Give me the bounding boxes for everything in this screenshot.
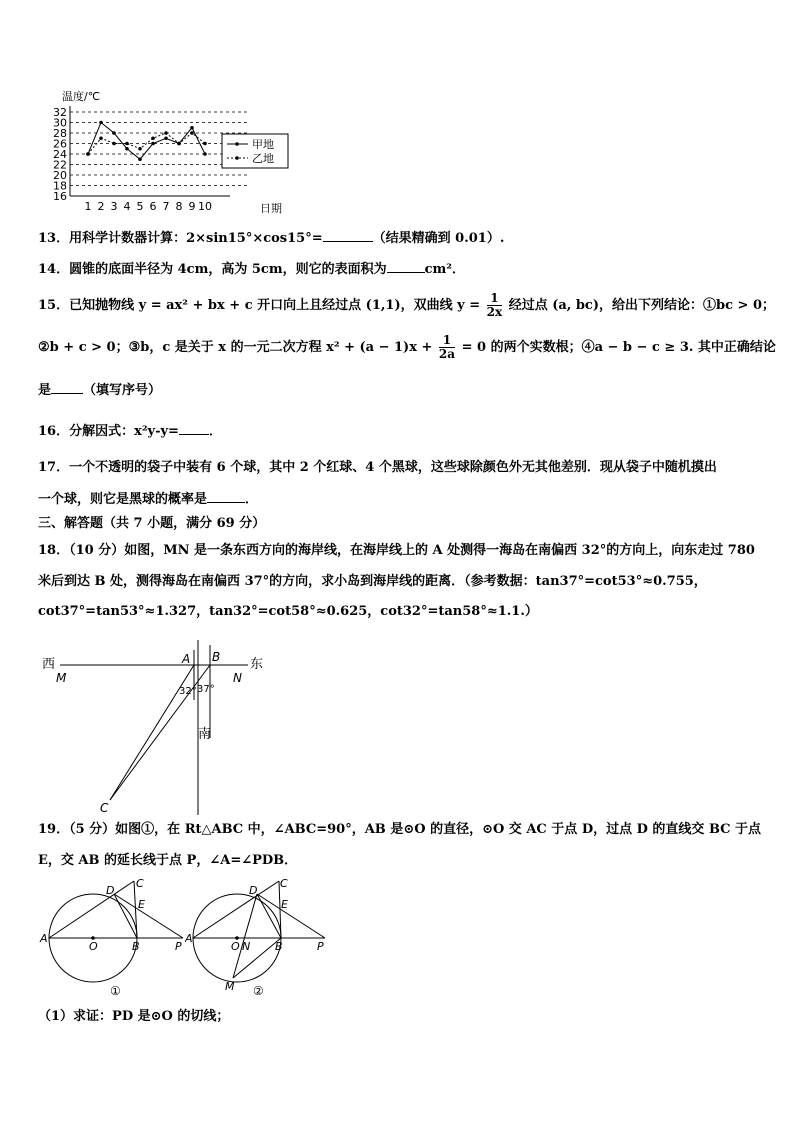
question-13: 13．用科学计数器计算：2×sin15°×cos15°= （结果精确到 0.01）. (38, 231, 505, 246)
legend-label: 乙地 (252, 152, 274, 165)
question-15-line-1: 15．已知抛物线 y = ax² + bx + c 开口向上且经过点 (1,1)，双曲线 y = $\frac{1}{2x}$ 经过点 (a, bc)，给出下列结论：①bc > 0； (38, 291, 775, 319)
question-15-line-2: ②b + c > 0；③b，c 是关于 x 的一元二次方程 x² + (a − 1)x + $\frac{1}{2a}$ = 0 的两个实数根；④a − b − c ≥ 3. 其中正确结论 (38, 333, 776, 361)
question-16: 16．分解因式：x²y-y= ． (38, 424, 222, 439)
question-19-line-1: 19．（5 分）如图①，在 Rt△ABC 中，∠ABC=90°，AB 是⊙O 的直径，⊙O 交 AC 于点 D，过点 D 的直线交 BC 于点 (38, 822, 762, 837)
y-tick-label: 28 (53, 127, 67, 140)
series-line-jia (88, 123, 205, 160)
label-a: A (40, 932, 48, 945)
y-tick-label: 20 (53, 169, 67, 182)
data-point (138, 157, 142, 161)
x-tick-label: 6 (149, 200, 157, 213)
label-o: O (231, 940, 240, 953)
legend-marker (235, 142, 239, 146)
label-p: P (175, 940, 182, 953)
question-15-line-3: 是 （填写序号） (38, 383, 162, 398)
label-d: D (106, 884, 115, 897)
answer-blank (387, 260, 425, 273)
label-b: B (275, 940, 283, 953)
x-tick-label: 10 (198, 200, 212, 213)
label-e: E (138, 898, 145, 911)
x-tick-label: 8 (175, 200, 183, 213)
x-tick-label: 5 (136, 200, 144, 213)
south-label: 南 (198, 727, 212, 742)
angle-32-label: 32° (179, 686, 197, 697)
question-17-line-1: 17．一个不透明的袋子中装有 6 个球，其中 2 个红球、4 个黑球，这些球除颜色外无其他差别．现从袋子中随机摸出 (38, 460, 717, 475)
label-m: M (225, 980, 235, 993)
question-17-line-2: 一个球，则它是黑球的概率是 ． (38, 492, 259, 507)
label-b: B (132, 940, 140, 953)
point-n-label: N (233, 671, 242, 685)
east-label: 东 (250, 657, 264, 672)
point-a-label: A (182, 652, 191, 666)
west-label: 西 (42, 657, 56, 672)
y-tick-label: 22 (53, 158, 67, 172)
y-tick-label: 18 (53, 179, 67, 193)
chart-ylabel: 温度/℃ (62, 90, 101, 103)
data-point (99, 121, 103, 125)
data-point (203, 152, 207, 156)
data-point (99, 136, 103, 140)
data-point (125, 142, 129, 146)
label-e: E (281, 898, 288, 911)
figure-caption-1: ① (110, 984, 121, 998)
fraction: $\frac{1}{2a}$ (438, 333, 456, 361)
chart-xlabel: 日期 (260, 202, 282, 215)
question-18-line-2: 米后到达 B 处，测得海岛在南偏西 37°的方向，求小岛到海岸线的距离．（参考数据：tan37°=cot53°≈0.755， (38, 574, 707, 589)
question-18-line-3: cot37°=tan53°≈1.327，tan32°=cot58°≈0.625，cot32°=tan58°≈1.1.） (38, 604, 538, 619)
data-point (164, 131, 168, 135)
y-tick-label: 16 (53, 190, 67, 203)
data-point (190, 131, 194, 135)
label-o: O (89, 940, 98, 953)
question-18-line-1: 18．（10 分）如图，MN 是一条东西方向的海岸线，在海岸线上的 A 处测得一海岛在南偏西 32°的方向上，向东走过 780 (38, 543, 755, 558)
question-19-line-2: E，交 AB 的延长线于点 P，∠A=∠PDB． (38, 853, 298, 868)
circle-figure-1 (38, 876, 188, 1001)
point-m-label: M (56, 671, 67, 685)
answer-blank (207, 490, 245, 503)
answer-blank (179, 422, 209, 435)
x-tick-label: 9 (188, 200, 196, 213)
figure-caption-2: ② (253, 984, 264, 998)
legend-label: 甲地 (252, 138, 274, 151)
question-19-part-1: （1）求证：PD 是⊙O 的切线； (38, 1009, 230, 1024)
answer-blank (51, 381, 83, 394)
circle-figure-2 (185, 876, 335, 1001)
point-b-label: B (212, 650, 221, 664)
label-n: N (242, 940, 251, 953)
coastline-figure (38, 640, 278, 815)
data-point (151, 142, 155, 146)
label-a: A (185, 932, 193, 945)
data-point (190, 126, 194, 130)
data-point (112, 142, 116, 146)
x-tick-label: 3 (110, 200, 118, 213)
x-tick-label: 2 (97, 200, 105, 213)
angle-37-label: 37° (197, 684, 215, 695)
data-point (125, 147, 129, 151)
fraction: $\frac{1}{2x}$ (486, 291, 503, 319)
section-heading: 三、解答题（共 7 小题，满分 69 分） (38, 516, 266, 531)
data-point (177, 142, 181, 146)
legend-marker (235, 156, 239, 160)
x-tick-label: 7 (162, 200, 170, 213)
label-c: C (280, 877, 288, 890)
label-d: D (249, 884, 258, 897)
temperature-chart (40, 86, 300, 216)
x-tick-label: 4 (123, 200, 131, 213)
y-tick-label: 32 (53, 106, 67, 119)
data-point (203, 142, 207, 146)
data-point (138, 147, 142, 151)
question-14: 14．圆锥的底面半径为 4cm，高为 5cm，则它的表面积为 cm²． (38, 262, 465, 277)
x-tick-label: 1 (84, 200, 92, 213)
y-tick-label: 30 (53, 116, 67, 130)
y-tick-label: 26 (53, 137, 67, 151)
point-c-label: C (100, 801, 109, 815)
label-p: P (317, 940, 324, 953)
data-point (151, 136, 155, 140)
y-tick-label: 24 (53, 148, 67, 161)
data-point (164, 136, 168, 140)
data-point (86, 152, 90, 156)
data-point (112, 131, 116, 135)
label-c: C (136, 877, 144, 890)
answer-blank (323, 229, 373, 242)
